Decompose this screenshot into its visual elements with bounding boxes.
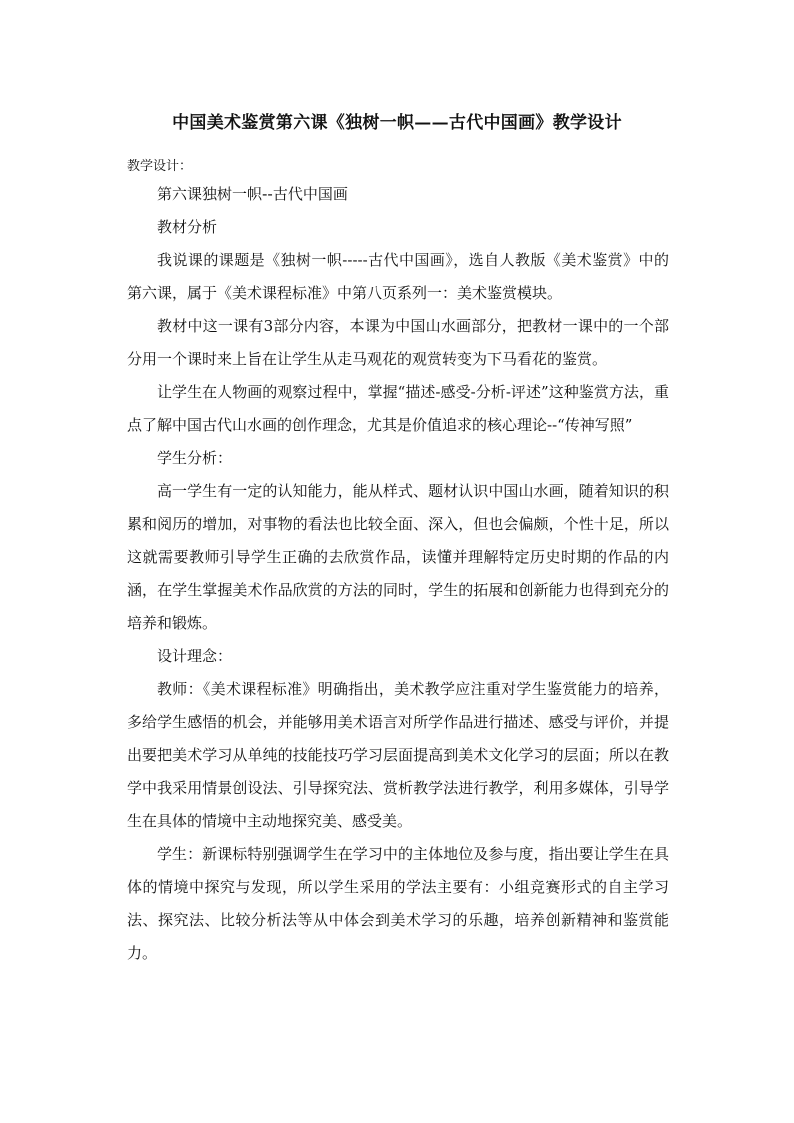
body-paragraph: 让学生在人物画的观察过程中，掌握“描述-感受-分析-评述”这种鉴赏方法，重点了解中国古代山水画的创作理念，尤其是价值追求的核心理论--“传神写照”	[127, 383, 669, 434]
textbook-analysis-heading: 教材分析	[157, 218, 218, 236]
body-paragraph: 高一学生有一定的认知能力，能从样式、题材认识中国山水画，随着知识的积累和阅历的增加，对事物的看法也比较全面、深入，但也会偏颇，个性十足，所以这就需要教师引导学生正确的去欣赏作品，读懂并理解特定历史时期的作品的内涵，在学生掌握美术作品欣赏的方法的同时，学生的拓展和创新能力也得到充分的培养和锻炼。	[127, 482, 669, 632]
body-paragraph: 教材中这一课有3部分内容，本课为中国山水画部分，把教材一课中的一个部分用一个课时来上旨在让学生从走马观花的观赏转变为下马看花的鉴赏。	[127, 317, 669, 368]
body-paragraph: 学生：新课标特别强调学生在学习中的主体地位及参与度，指出要让学生在具体的情境中探究与发现，所以学生采用的学法主要有：小组竞赛形式的自主学习法、探究法、比较分析法等从中体会到美术学习的乐趣，培养创新精神和鉴赏能力。	[127, 845, 669, 962]
section-label: 教学设计：	[127, 159, 193, 174]
student-analysis-heading: 学生分析：	[157, 449, 233, 467]
document-title: 中国美术鉴赏第六课《独树一帜——古代中国画》教学设计	[172, 113, 622, 133]
body-paragraph: 我说课的课题是《独树一帜-----古代中国画》，选自人教版《美术鉴赏》中的第六课，属于《美术课程标准》中第八页系列一：美术鉴赏模块。	[127, 251, 669, 302]
body-paragraph: 教师：《美术课程标准》明确指出，美术教学应注重对学生鉴赏能力的培养，多给学生感悟的机会，并能够用美术语言对所学作品进行描述、感受与评价，并提出要把美术学习从单纯的技能技巧学习层面提高到美术文化学习的层面；所以在教学中我采用情景创设法、引导探究法、赏析教学法进行教学，利用多媒体，引导学生在具体的情境中主动地探究美、感受美。	[127, 680, 669, 830]
design-concept-heading: 设计理念：	[157, 647, 233, 665]
lesson-heading: 第六课独树一帜--古代中国画	[157, 185, 348, 203]
document-body	[127, 178, 669, 970]
